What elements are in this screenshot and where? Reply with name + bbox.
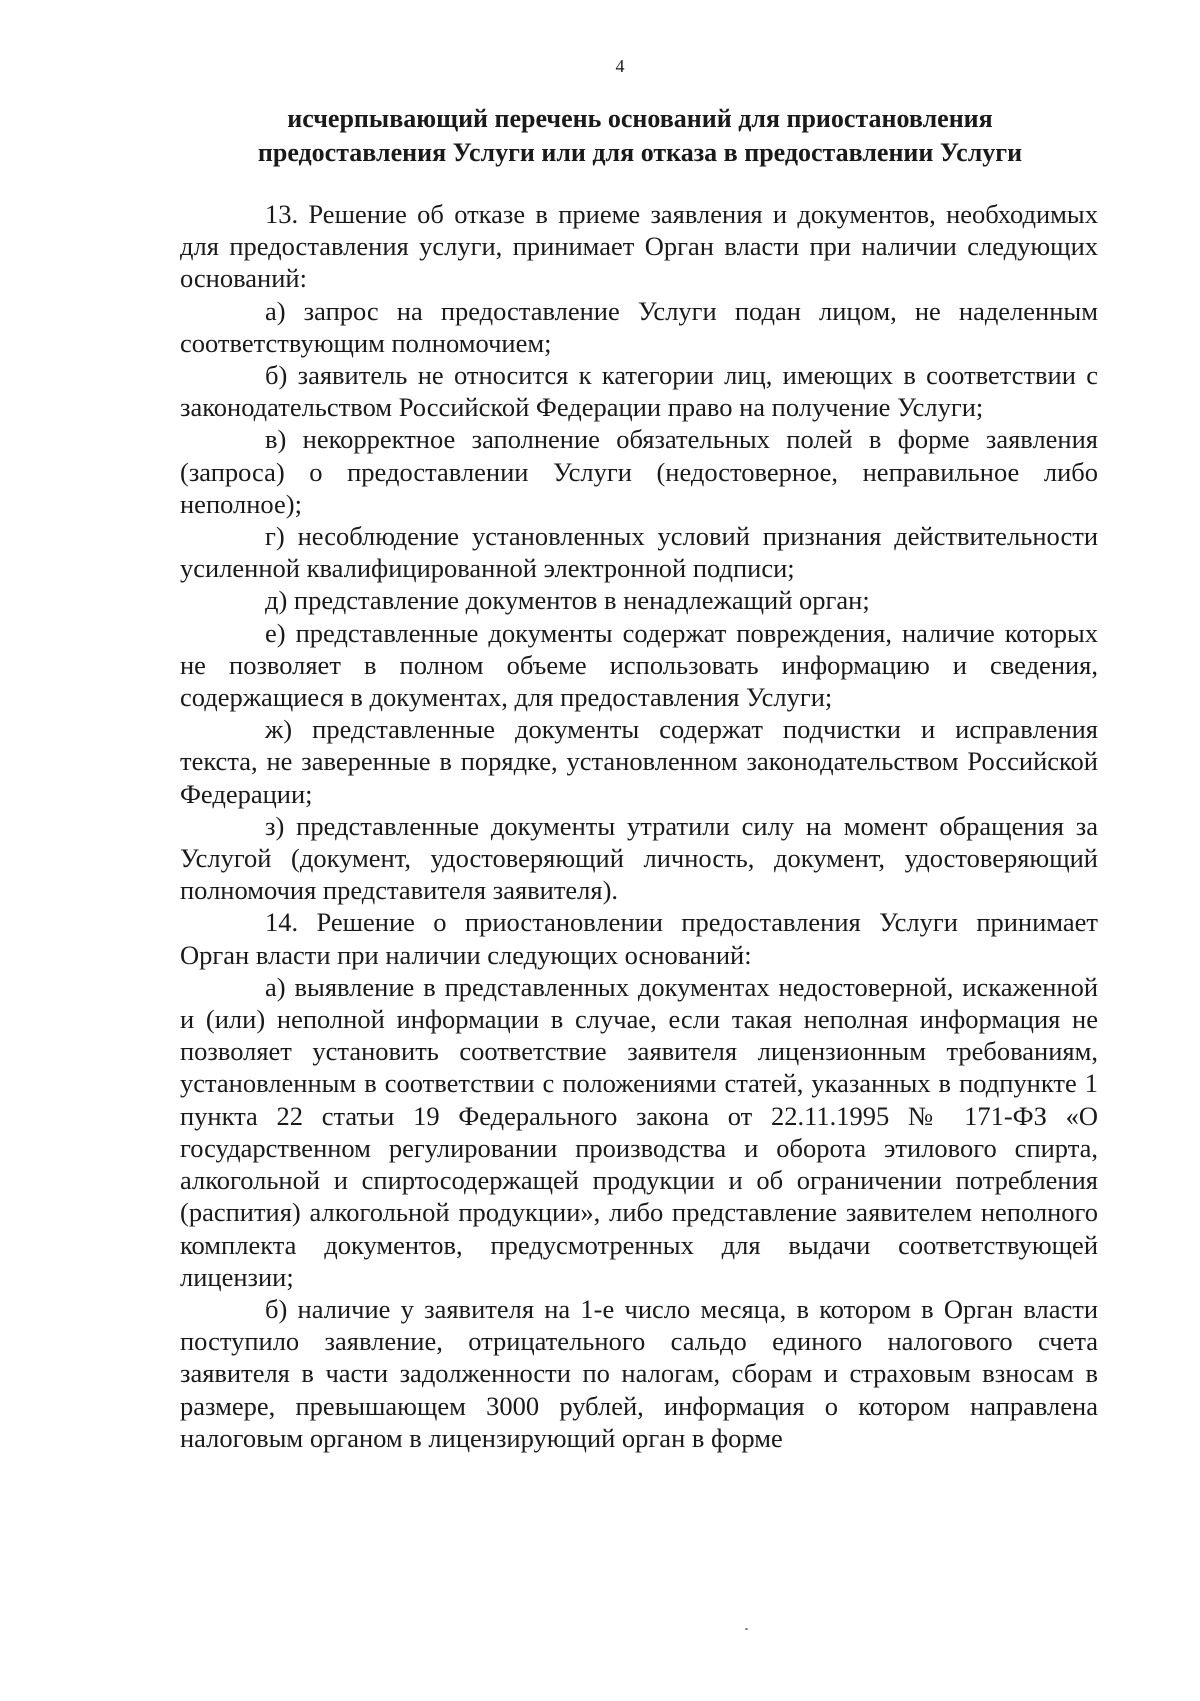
page-number: 4 [615, 56, 625, 76]
list-item-13z: з) представленные документы утратили силу на момент обращения за Услугой (документ, удостоверяющий личность, документ, удостоверяющий полномочия представителя заявителя). [180, 810, 1098, 906]
list-item-13zh: ж) представленные документы содержат подчистки и исправления текста, не заверенные в порядке, установленном законодательством Российской Федерации; [180, 714, 1098, 809]
list-item-14b: б) наличие у заявителя на 1-е число месяца, в котором в Орган власти поступило заявление, отрицательного сальдо единого налогового счета заявителя в части задолженности по налогам, сборам и страховым взносам в размере, превышающем 3000 рублей, информация о котором направлена налоговым органом в лицензирующий орган в форме [180, 1293, 1098, 1453]
list-item-13a: а) запрос на предоставление Услуги подан лицом, не наделенным соответствующим полномочием; [180, 295, 1098, 358]
list-item-13b: б) заявитель не относится к категории лиц, имеющих в соответствии с законодательством Российской Федерации право на получение Услуги; [180, 360, 1098, 423]
list-item-13g: г) несоблюдение установленных условий признания действительности усиленной квалифицированной электронной подписи; [180, 521, 1098, 584]
scan-speck [745, 1628, 748, 1630]
list-item-14a: а) выявление в представленных документах недостоверной, искаженной и (или) неполной информации в случае, если такая неполная информация не позволяет установить соответствие заявителя лицензионным требованиям, установленным в соответствии с положениями статей, указанных в подпункте 1 пункта 22 статьи 19 Федерального закона от 22.11.1995 № 171-ФЗ «О государственном регулировании производства и оборота этилового спирта, алкогольной и спиртосодержащей продукции и об ограничении потребления (распития) алкогольной продукции», либо представление заявителем неполного комплекта документов, предусмотренных для выдачи соответствующей лицензии; [180, 971, 1098, 1292]
list-item-13v: в) некорректное заполнение обязательных полей в форме заявления (запроса) о предоставлении Услуги (недостоверное, неправильное либо неполное); [180, 424, 1098, 519]
section-heading: исчерпывающий перечень оснований для приостановления предоставления Услуги или для отказа в предоставлении Услуги [257, 104, 1023, 167]
list-item-13e: е) представленные документы содержат повреждения, наличие которых не позволяет в полном объеме использовать информацию и сведения, содержащиеся в документах, для предоставления Услуги; [180, 617, 1098, 713]
paragraph-14: 14. Решение о приостановлении предоставления Услуги принимает Орган власти при наличии следующих оснований: [180, 907, 1098, 970]
list-item-13d: д) представление документов в ненадлежащий орган; [265, 585, 870, 616]
document-body [180, 198, 1098, 1454]
paragraph-13: 13. Решение об отказе в приеме заявления и документов, необходимых для предоставления услуги, принимает Орган власти при наличии следующих оснований: [180, 199, 1098, 294]
